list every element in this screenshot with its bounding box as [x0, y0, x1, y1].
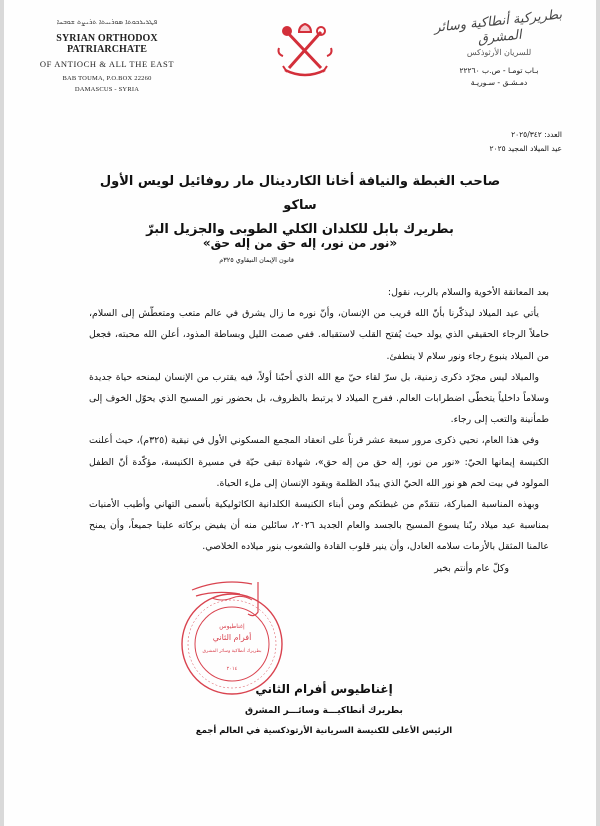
seal-year: ٢٠١٤	[226, 666, 238, 672]
addressee-line-2: بطريرك بابل للكلدان الكلي الطوبى والجزيل البرّ	[146, 222, 454, 237]
signatory-name: إغناطيوس أفرام الثاني	[255, 682, 393, 696]
letterhead-arabic	[424, 7, 574, 89]
seal-line-3: بطريرك أنطاكية وسائر المشرق	[202, 649, 262, 654]
letterhead-english	[32, 18, 182, 95]
arabic-calligraphy-subtitle: للسريان الأرثوذكس	[466, 48, 532, 57]
body-paragraph: وبهذه المناسبة المباركة، نتقدّم من غبطتكم ومن أبناء الكنيسة الكلدانية الكاثوليكية بأسمى التهاني وأطيب الأمنيات بمناسبة عيد ميلاد ربّنا يسوع المسيح بالجسد والعام الجديد ٢٠٢٦، سائلين منه أن يفيض بركاته علينا جميعاً، وأن يمنح عالمنا المثقل بالأزمات سلامه العادل، وأن ينير قلوب القادة والشعوب بنور ميلاده الخلاصي.	[89, 499, 550, 553]
body-paragraph: وفي هذا العام، نحيي ذكرى مرور سبعة عشر قرناً على انعقاد المجمع المسكوني الأول في نيقية (٣٢٥م)، حيث أعلنت الكنيسة إيمانها الحيّ: «نور من نور، إله حق من إله حق»، شهادة تبقى حيّة في مسيرة الكنيسة، مؤكّدة أنّ الطفل المولود في بيت لحم هو نور الله الحيّ الذي يبدّد الظلمة ويقود الإنسان إلى ملء الحياة.	[89, 435, 549, 489]
creed-quote-source: قانون الإيمان النيقاوي ٣٢٥م	[219, 256, 294, 264]
seal-line-1: إغناطيوس	[219, 623, 245, 630]
org-name: SYRIAN ORTHODOX PATRIARCHATE	[56, 33, 158, 55]
patriarchal-emblem-icon	[275, 18, 335, 80]
body-paragraph: والميلاد ليس مجرّد ذكرى زمنية، بل سرّ لقاء حيّ مع الله الذي أحبّنا أولاً، فيه يقترب من الإنسان ليمنحه حياة جديدة وسلاماً داخلياً يتخطّى اضطرابات العالم. ففرح الميلاد لا يرتبط بالظروف، بل بحضور نور المسيح الذي يحوّل الخوف إلى طمأنينة والتعب إلى رجاء.	[89, 371, 549, 426]
org-subtitle: OF ANTIOCH & ALL THE EAST	[39, 59, 175, 69]
greeting: بعد المعانقة الأخوية والسلام بالرب، نقول:	[387, 287, 549, 298]
creed-quote: «نور من نور، إله حق من إله حق»	[202, 236, 398, 250]
arabic-calligraphy-title: بطريركية أنطاكية وسائر المشرق	[433, 7, 563, 48]
letter-page	[4, 0, 596, 826]
addressee-line-1: صاحب الغبطة والنيافة أخانا الكاردينال مار روفائيل لويس الأول ساكو	[99, 174, 501, 213]
body-paragraph: يأتي عيد الميلاد ليذكّرنا بأنّ الله قريب من الإنسان، وأنّ نوره ما زال يشرق في عالم متعب ومتعطّش إلى السلام، حاملاً الرجاء الحقيقي الذي يولد حيث يُفتح القلب لاستقباله. ففي صمت الليل وبساطة المذود، أعلن الله محبته، فجعل من الميلاد ينبوع رجاء ونور سلام لا ينطفئ.	[89, 308, 549, 362]
address-line-1: BAB TOUMA, P.O.BOX 22260	[62, 75, 152, 82]
reference-block	[490, 128, 562, 156]
signatory-title: بطريرك أنطاكيـــة وسائـــر المشرق	[245, 706, 403, 716]
address-line-2: DAMASCUS - SYRIA	[74, 86, 140, 93]
reference-number: العدد: ٢٠٢٥/٣٤٢	[511, 130, 562, 139]
syriac-heading: ܦܛܪܝܪܟܘܬܐ ܣܘܪܝܝܬܐ ܬܪܝܨܬ ܫܘܒܚܐ	[56, 18, 158, 26]
addressee	[84, 170, 516, 242]
reference-occasion: عيد الميلاد المجيد ٢٠٢٥	[489, 144, 562, 153]
letter-body	[89, 282, 549, 579]
arabic-address-line-2: دمـشـق - سـوريـة	[470, 78, 528, 87]
signatory-role: الرئيس الأعلى للكنيسة السريانية الأرثوذكسية في العالم أجمع	[195, 726, 453, 736]
closing-line: وكلّ عام وأنتم بخير	[434, 562, 509, 574]
arabic-address-line-1: بـاب تومـا - ص.ب ٢٢٢٦٠	[459, 66, 539, 75]
seal-line-2: أفرام الثاني	[212, 633, 252, 642]
official-seal-icon	[172, 578, 292, 698]
